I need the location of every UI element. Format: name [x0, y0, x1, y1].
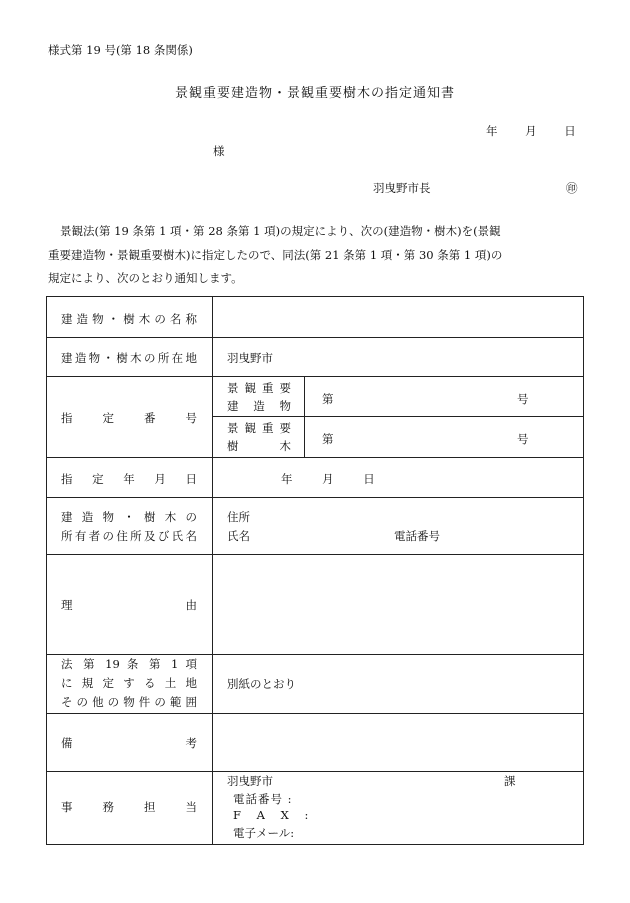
range-label-line2: に 規 定 す る 土 地 [61, 676, 197, 690]
notice-body [48, 220, 582, 291]
office-email-label: 電子メール: [233, 826, 295, 840]
tree-go: 号 [517, 432, 529, 446]
range-label-line1: 法 第 19 条 第 1 項 [61, 657, 197, 671]
tree-label-line1: 景 観 重 要 [227, 421, 291, 435]
owner-name-label: 氏名 [227, 529, 250, 543]
remarks-label: 備 考 [61, 736, 197, 750]
name-label: 建造物・樹木の名称 [61, 312, 197, 326]
form-number: 様式第 19 号(第 18 条関係) [48, 43, 193, 57]
owner-label-line1: 建 造 物 ・ 樹 木 の [61, 510, 197, 524]
reason-label: 理 由 [61, 598, 197, 612]
designation-date-label: 指 定 年 月 日 [61, 472, 197, 486]
building-dai: 第 [322, 392, 334, 406]
office-section: 課 [504, 774, 516, 788]
row-divider [47, 497, 583, 498]
owner-label-line2: 所有者の住所及び氏名 [61, 529, 197, 543]
row-divider [47, 654, 583, 655]
designation-date-value: 年 月 日 [281, 472, 375, 486]
row-divider [47, 771, 583, 772]
seal-mark: ㊞ [566, 181, 578, 195]
issuer-name: 羽曳野市長 [373, 181, 431, 195]
office-label: 事 務 担 当 [61, 800, 197, 814]
office-fax-label: F A X : [233, 808, 309, 822]
label-column-divider [212, 297, 213, 844]
body-line-2: 重要建造物・景観重要樹木)に指定したので、同法(第 21 条第 1 項・第 30 条第 1 項)の [48, 247, 503, 262]
row-divider [47, 713, 583, 714]
office-city: 羽曳野市 [227, 774, 273, 788]
row-divider [47, 337, 583, 338]
location-label: 建造物・樹木の所在地 [61, 351, 197, 365]
tree-label-line2: 樹 木 [227, 439, 291, 453]
owner-address-label: 住所 [227, 510, 250, 524]
designation-number-label: 指 定 番 号 [61, 411, 197, 425]
tree-dai: 第 [322, 432, 334, 446]
range-value: 別紙のとおり [227, 677, 296, 691]
designation-table [46, 296, 584, 845]
body-line-3: 規定により、次のとおり通知します。 [48, 271, 243, 285]
row-divider [47, 457, 583, 458]
building-label-line2: 建 造 物 [227, 399, 291, 413]
recipient-suffix: 様 [213, 144, 225, 158]
row-divider [47, 554, 583, 555]
issue-date-line: 年 月 日 [486, 124, 576, 138]
office-phone-label: 電話番号 : [233, 792, 293, 806]
range-label-line3: そ の 他 の 物 件 の 範 囲 [61, 695, 197, 709]
building-label-line1: 景 観 重 要 [227, 381, 291, 395]
body-line-1: 景観法(第 19 条第 1 項・第 28 条第 1 項)の規定により、次の(建造物・樹木)を(景観 [60, 224, 501, 238]
document-title: 景観重要建造物・景観重要樹木の指定通知書 [174, 86, 455, 101]
row-divider [47, 376, 583, 377]
location-value: 羽曳野市 [227, 351, 273, 365]
designation-inner-divider [212, 416, 583, 417]
owner-phone-label: 電話番号 [394, 529, 440, 543]
building-go: 号 [517, 392, 529, 406]
